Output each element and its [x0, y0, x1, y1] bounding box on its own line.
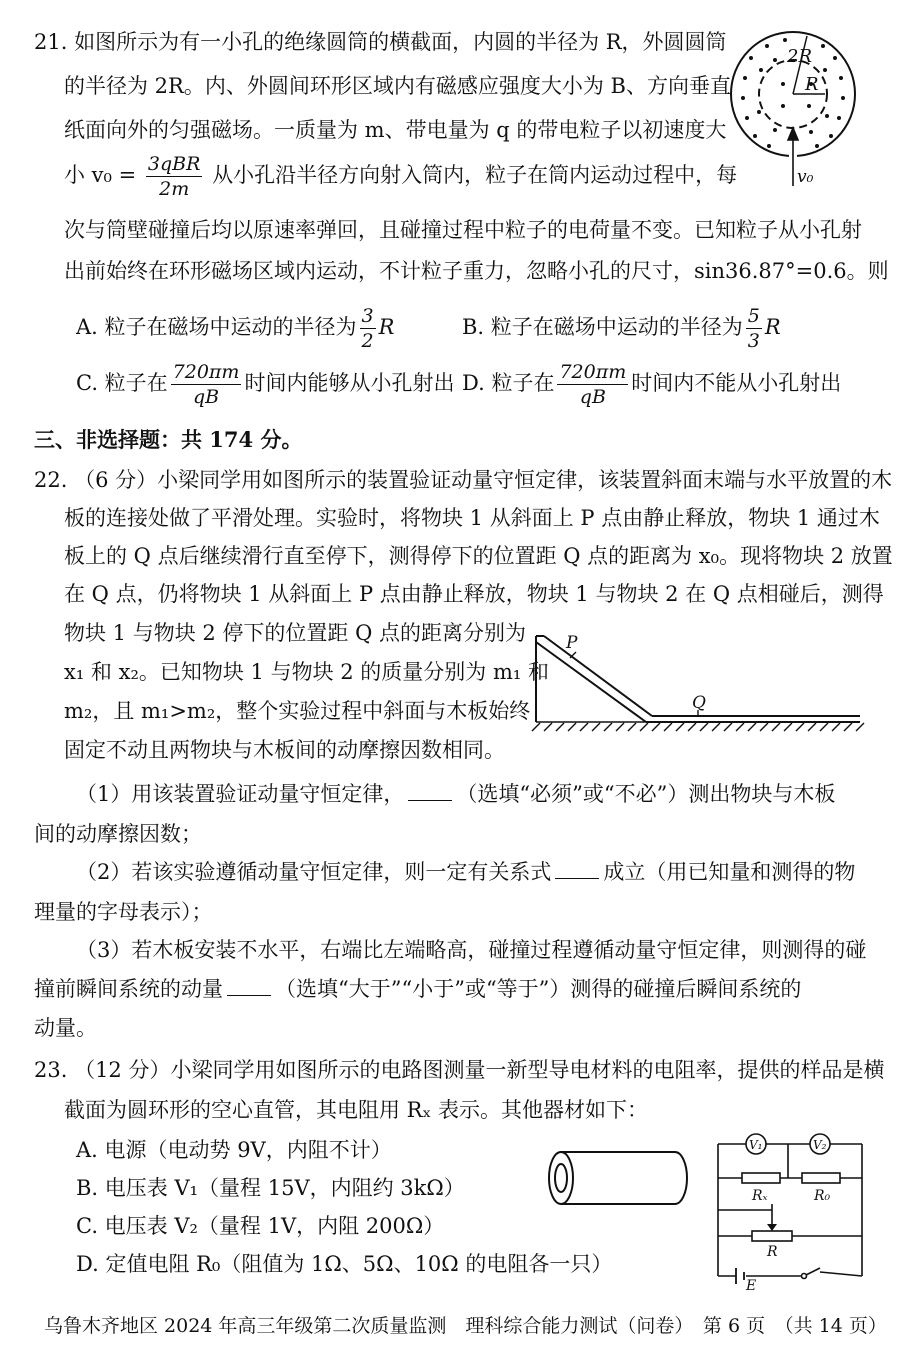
- q21-line-3: 纸面向外的匀强磁场。一质量为 m、带电量为 q 的带电粒子以初速度大: [64, 118, 727, 142]
- q22-line-6: x₁ 和 x₂。已知物块 1 与物块 2 的质量分别为 m₁ 和: [64, 660, 549, 684]
- rheostat-symbol: [752, 1231, 792, 1241]
- q22-part-1-cont: 间的动摩擦因数；: [34, 822, 202, 846]
- q22-line-5: 物块 1 与物块 2 停下的位置距 Q 点的距离分别为: [64, 621, 526, 645]
- q22-line-4: 在 Q 点，仍将物块 1 从斜面上 P 点由静止释放，物块 1 与物块 2 在 Q 点相碰后，测得: [64, 582, 884, 606]
- q21-line-2: 的半径为 2R。内、外圆间环形区域内有磁感应强度大小为 B、方向垂直: [64, 74, 731, 98]
- fraction-numerator: 5: [747, 305, 760, 327]
- part-2-tail: 成立（用已知量和测得的物: [603, 860, 856, 884]
- inner-radius-label: R: [805, 74, 819, 95]
- q23-line-1: 23. （12 分）小梁同学用如图所示的电路图测量一新型导电材料的电阻率，提供的样品是横: [34, 1058, 885, 1082]
- q22-line-2: 板的连接处做了平滑处理。实验时，将物块 1 从斜面上 P 点由静止释放，物块 1 通过木: [64, 506, 880, 530]
- resistor-rx-label: Rₓ: [752, 1188, 768, 1204]
- q21-line-6: 出前始终在环形磁场区域内运动，不计粒子重力，忽略小孔的尺寸，sin36.87°=0.6。则: [64, 259, 889, 283]
- fraction-denominator: qB: [193, 386, 220, 408]
- q21-line-5: 次与筒壁碰撞后均以原速率弹回，且碰撞过程中粒子的电荷量不变。已知粒子从小孔射: [64, 218, 862, 242]
- battery-label: E: [746, 1278, 757, 1294]
- fraction-denominator: qB: [579, 386, 606, 408]
- fraction-denominator: 3: [747, 330, 760, 352]
- point-p-label: P: [566, 633, 578, 653]
- q21-line-4-text: 从小孔沿半径方向射入筒内，粒子在筒内运动过程中，每: [212, 163, 738, 187]
- part-1-text: （1）用该装置验证动量守恒定律，: [76, 782, 405, 806]
- q22-line-8: 固定不动且两物块与木板间的动摩擦因数相同。: [64, 738, 505, 762]
- part-3-tail: （选填“大于”“小于”或“等于”）测得的碰撞后瞬间系统的: [275, 977, 802, 1001]
- q23-line-2: 截面为圆环形的空心直管，其电阻用 Rₓ 表示。其他器材如下：: [64, 1098, 649, 1122]
- part-3-text: 撞前瞬间系统的动量: [34, 977, 223, 1001]
- q21-option-a: [76, 304, 394, 353]
- q23-item-c: C. 电压表 V₂（量程 1V，内阻 200Ω）: [76, 1214, 445, 1238]
- option-c-text: C. 粒子在: [76, 371, 168, 395]
- q21-v0-prefix: 小 v₀ =: [64, 163, 137, 187]
- fraction-numerator: 720πm: [559, 361, 627, 383]
- q21-line-4: [64, 152, 737, 201]
- outer-radius-label: 2R: [787, 46, 813, 67]
- q23-circuit-diagram: [712, 1132, 872, 1292]
- option-c-fraction: [171, 360, 242, 409]
- q23-item-a: A. 电源（电动势 9V，内阻不计）: [76, 1138, 392, 1162]
- q22-incline-figure: [530, 628, 870, 738]
- q21-option-b: [462, 304, 781, 353]
- q22-part-3-line-2: [34, 975, 801, 1003]
- switch-symbol: [802, 1268, 821, 1279]
- q23-tube-figure: [545, 1148, 695, 1208]
- q21-line-1: 21. 如图所示为有一小孔的绝缘圆筒的横截面，内圆的半径为 R，外圆圆筒: [34, 30, 727, 54]
- part-2-text: （2）若该实验遵循动量守恒定律，则一定有关系式: [76, 860, 552, 884]
- option-a-fraction: [360, 304, 376, 353]
- resistor-r0-label: R₀: [814, 1188, 831, 1204]
- circuit-wires: [718, 1144, 862, 1276]
- resistor-rx-symbol: [742, 1173, 780, 1183]
- q21-option-d: [462, 360, 841, 409]
- option-d-fraction: [557, 360, 628, 409]
- q22-part-2-cont: 理量的字母表示）；: [34, 900, 213, 924]
- option-b-text: B. 粒子在磁场中运动的半径为: [462, 315, 743, 339]
- battery-symbol: [736, 1268, 744, 1284]
- fraction-denominator: 2: [361, 330, 374, 352]
- q22-part-2: [76, 858, 855, 886]
- part-2-answer-blank[interactable]: [555, 858, 599, 879]
- q23-item-d: D. 定值电阻 R₀（阻值为 1Ω、5Ω、10Ω 的电阻各一只）: [76, 1252, 613, 1276]
- ground-hatch: [532, 722, 864, 731]
- rheostat-label: R: [767, 1244, 778, 1260]
- fraction-denominator: 2m: [159, 178, 190, 200]
- velocity-label: v₀: [797, 167, 814, 187]
- q21-cylinder-figure: [725, 26, 865, 196]
- section-3-heading: 三、非选择题：共 174 分。: [34, 427, 303, 452]
- q22-part-3: （3）若木板安装不水平，右端比左端略高，碰撞过程遵循动量守恒定律，则测得的碰: [76, 938, 867, 962]
- option-a-unit: R: [378, 315, 395, 339]
- voltmeter-v2-label: V₂: [813, 1138, 827, 1152]
- part-3-answer-blank[interactable]: [227, 975, 271, 996]
- voltmeter-v1-label: V₁: [749, 1138, 763, 1152]
- q22-line-3: 板上的 Q 点后继续滑行直至停下，测得停下的位置距 Q 点的距离为 x₀。现将物块 2 放置: [64, 544, 893, 568]
- q23-item-b: B. 电压表 V₁（量程 15V，内阻约 3kΩ）: [76, 1176, 465, 1200]
- fraction-numerator: 720πm: [172, 361, 240, 383]
- q22-part-1: [76, 780, 835, 808]
- q21-option-c: [76, 360, 454, 409]
- resistor-r0-symbol: [802, 1173, 840, 1183]
- rheostat-slider-arrow: [767, 1224, 777, 1231]
- option-b-fraction: [746, 304, 762, 353]
- option-d-text: D. 粒子在: [462, 371, 555, 395]
- point-q-label: Q: [692, 693, 706, 713]
- part-1-answer-blank[interactable]: [408, 780, 452, 801]
- option-d-tail: 时间内不能从小孔射出: [631, 371, 842, 395]
- q22-line-7: m₂，且 m₁>m₂，整个实验过程中斜面与木板始终: [64, 699, 531, 723]
- q22-line-1: 22. （6 分）小梁同学用如图所示的装置验证动量守恒定律，该装置斜面末端与水平放置的木: [34, 468, 893, 492]
- fraction-numerator: 3qBR: [147, 153, 201, 175]
- q22-part-3-cont: 动量。: [34, 1016, 97, 1040]
- fraction-numerator: 3: [361, 305, 374, 327]
- tube-body: [549, 1152, 687, 1204]
- option-a-text: A. 粒子在磁场中运动的半径为: [76, 315, 357, 339]
- option-b-unit: R: [764, 315, 781, 339]
- page-footer: 乌鲁木齐地区 2024 年高三年级第二次质量监测 理科综合能力测试（问卷） 第 6 页 （共 14 页）: [44, 1315, 887, 1337]
- option-c-tail: 时间内能够从小孔射出: [244, 371, 455, 395]
- part-1-tail: （选填“必须”或“不必”）测出物块与木板: [456, 782, 836, 806]
- q21-v0-fraction: [146, 152, 203, 201]
